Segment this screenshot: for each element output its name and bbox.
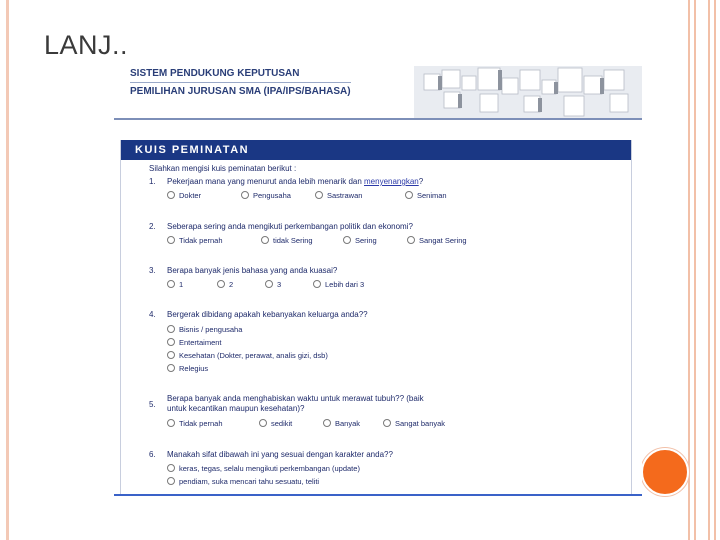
option-radio[interactable] <box>315 191 362 200</box>
cubes-graphic <box>414 66 642 118</box>
option-label: Bisnis / pengusaha <box>179 325 243 334</box>
orange-circle-decoration <box>641 448 689 496</box>
screenshot-bottom-bar <box>114 494 642 496</box>
radio-icon[interactable] <box>261 236 269 244</box>
question-number: 1. <box>149 177 156 186</box>
question-number: 2. <box>149 222 156 231</box>
option-label: sedikit <box>271 419 293 428</box>
quiz-intro: Silahkan mengisi kuis peminatan berikut : <box>149 164 297 173</box>
option-label: 2 <box>229 280 234 289</box>
app-screenshot <box>114 64 642 496</box>
question-text-part: ? <box>418 177 424 186</box>
option-radio[interactable] <box>167 338 222 347</box>
option-radio[interactable] <box>405 191 447 200</box>
option-radio[interactable] <box>167 419 223 428</box>
radio-icon[interactable] <box>315 191 323 199</box>
radio-icon[interactable] <box>265 280 273 288</box>
question-number: 5. <box>149 400 156 409</box>
option-radio[interactable] <box>167 325 242 334</box>
question-number: 4. <box>149 310 156 319</box>
radio-icon[interactable] <box>407 236 415 244</box>
option-label: Relegius <box>179 364 209 373</box>
option-radio[interactable] <box>407 236 467 245</box>
option-label: Pengusaha <box>253 191 291 200</box>
option-label: Sangat Sering <box>419 236 467 245</box>
option-radio[interactable] <box>167 280 183 289</box>
option-label: Sastrawan <box>327 191 363 200</box>
app-banner <box>114 64 642 122</box>
question-link[interactable]: menyenangkan <box>364 177 419 186</box>
slide-left-border <box>6 0 9 540</box>
question-text: Bergerak dibidang apakah kebanyakan keluarga anda?? <box>167 310 368 319</box>
slide-right-border <box>708 0 710 540</box>
option-radio[interactable] <box>265 280 281 289</box>
radio-icon[interactable] <box>167 280 175 288</box>
option-label: 1 <box>179 280 184 289</box>
option-radio[interactable] <box>343 236 377 245</box>
option-radio[interactable] <box>167 191 201 200</box>
radio-icon[interactable] <box>383 419 391 427</box>
quiz-panel <box>120 140 632 496</box>
radio-icon[interactable] <box>323 419 331 427</box>
radio-icon[interactable] <box>167 191 175 199</box>
app-title-line2: PEMILIHAN JURUSAN SMA (IPA/IPS/BAHASA) <box>130 82 351 99</box>
option-label: Dokter <box>179 191 202 200</box>
option-label: Kesehatan (Dokter, perawat, analis gizi, dsb) <box>179 351 328 360</box>
option-radio[interactable] <box>313 280 364 289</box>
question-text: Berapa banyak anda menghabiskan waktu untuk merawat tubuh?? (baik untuk kecantikan maupun kesehatan)? <box>167 394 424 413</box>
radio-icon[interactable] <box>167 325 175 333</box>
option-radio[interactable] <box>167 364 208 373</box>
radio-icon[interactable] <box>259 419 267 427</box>
option-label: Sering <box>355 236 377 245</box>
option-radio[interactable] <box>323 419 360 428</box>
radio-icon[interactable] <box>313 280 321 288</box>
question-text: Berapa banyak jenis bahasa yang anda kuasai? <box>167 266 338 275</box>
option-radio[interactable] <box>241 191 291 200</box>
option-label: Lebih dari 3 <box>325 280 365 289</box>
option-radio[interactable] <box>167 236 223 245</box>
option-label: Banyak <box>335 419 361 428</box>
radio-icon[interactable] <box>241 191 249 199</box>
radio-icon[interactable] <box>167 464 175 472</box>
question-text <box>167 177 423 186</box>
option-radio[interactable] <box>167 351 328 360</box>
quiz-header: KUIS PEMINATAN <box>121 140 631 160</box>
banner-divider <box>114 118 642 120</box>
option-label: keras, tegas, selalu mengikuti perkembangan (update) <box>179 464 360 473</box>
slide-right-border <box>688 0 690 540</box>
slide-right-border <box>694 0 696 540</box>
option-label: Tidak pernah <box>179 419 223 428</box>
radio-icon[interactable] <box>167 338 175 346</box>
radio-icon[interactable] <box>167 236 175 244</box>
radio-icon[interactable] <box>167 477 175 485</box>
option-label: Seniman <box>417 191 447 200</box>
slide-right-border <box>714 0 716 540</box>
question-text: Seberapa sering anda mengikuti perkembangan politik dan ekonomi? <box>167 222 413 231</box>
option-radio[interactable] <box>167 464 360 473</box>
radio-icon[interactable] <box>217 280 225 288</box>
radio-icon[interactable] <box>167 419 175 427</box>
option-label: Entertaiment <box>179 338 222 347</box>
option-label: tidak Sering <box>273 236 313 245</box>
radio-icon[interactable] <box>167 364 175 372</box>
question-number: 3. <box>149 266 156 275</box>
option-label: Tidak pernah <box>179 236 223 245</box>
radio-icon[interactable] <box>405 191 413 199</box>
option-label: 3 <box>277 280 282 289</box>
option-radio[interactable] <box>261 236 313 245</box>
app-title-line1: SISTEM PENDUKUNG KEPUTUSAN <box>130 68 300 79</box>
slide-title: LANJ.. <box>44 30 129 60</box>
option-radio[interactable] <box>259 419 292 428</box>
option-label: Sangat banyak <box>395 419 446 428</box>
question-number: 6. <box>149 450 156 459</box>
question-text-part: Pekerjaan mana yang menurut anda lebih menarik dan <box>167 177 365 186</box>
option-radio[interactable] <box>383 419 445 428</box>
radio-icon[interactable] <box>343 236 351 244</box>
radio-icon[interactable] <box>167 351 175 359</box>
question-text: Manakah sifat dibawah ini yang sesuai dengan karakter anda?? <box>167 450 393 459</box>
option-radio[interactable] <box>167 477 319 486</box>
option-label: pendiam, suka mencari tahu sesuatu, teliti <box>179 477 320 486</box>
option-radio[interactable] <box>217 280 233 289</box>
